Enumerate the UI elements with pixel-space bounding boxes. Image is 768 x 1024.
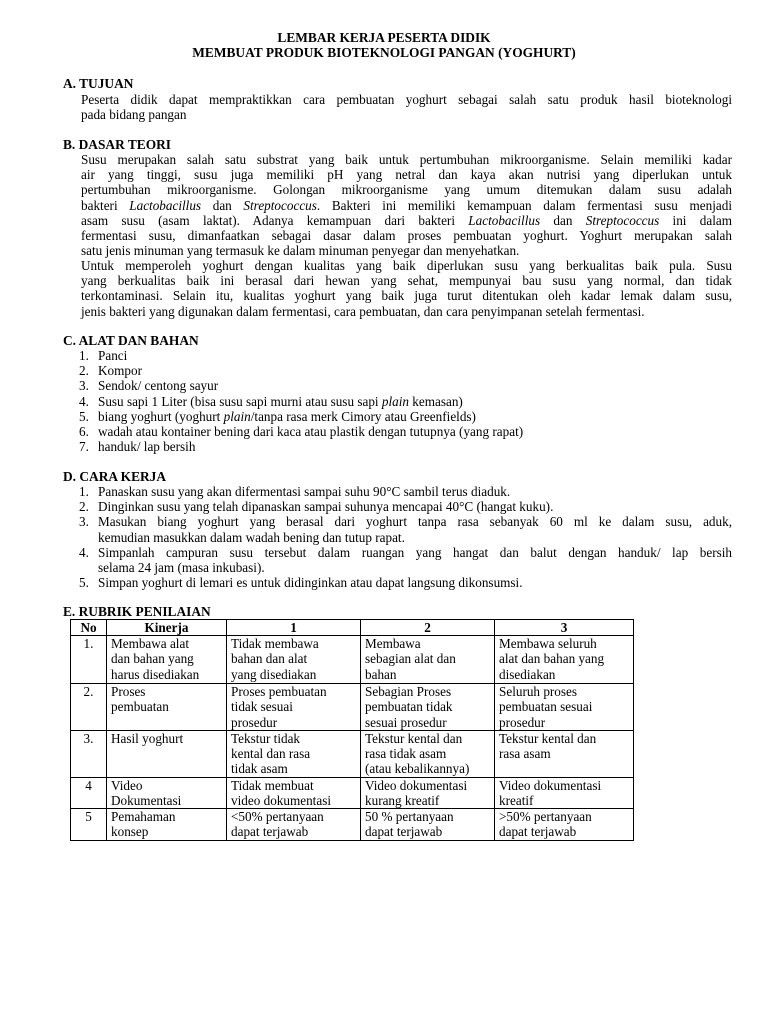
list-item — [79, 424, 732, 439]
cell-kinerja — [107, 730, 227, 777]
italic-term: Lactobacillus — [468, 212, 541, 228]
cell-score-1 — [227, 636, 361, 684]
italic-term: plain — [223, 408, 251, 424]
section-heading-alat-bahan: C. ALAT DAN BAHAN — [63, 333, 199, 348]
italic-term: Streptococcus — [243, 197, 317, 213]
text-line: Simpanlah campuran susu tersebut dalam ruangan yang hangat dan balut dengan handuk/ lap bersih — [98, 544, 732, 560]
cell-line: sesuai prosedur — [365, 714, 447, 730]
list-item-text: Kompor — [98, 363, 142, 379]
list-item — [79, 394, 732, 409]
text-run: dan — [201, 197, 244, 213]
text-run: biang yoghurt (yoghurt — [98, 408, 224, 424]
cell-line: Tekstur kental dan — [499, 730, 597, 746]
cell-no: 5 — [71, 809, 107, 840]
cell-line: kental dan rasa — [231, 746, 311, 762]
cell-kinerja — [107, 636, 227, 684]
list-item — [79, 514, 732, 544]
list-number: 5. — [79, 575, 89, 591]
text-line: jenis bakteri yang digunakan dalam fermentasi, cara pembuatan, dan cara penyimpanan setelah fermentasi. — [81, 303, 645, 319]
list-item-text — [98, 545, 732, 575]
list-number: 7. — [79, 439, 89, 455]
list-item-text — [98, 499, 732, 514]
italic-term: plain — [381, 393, 409, 409]
text-run: . Bakteri ini memiliki kemampuan dalam fermentasi susu menjadi — [316, 197, 732, 213]
list-number: 6. — [79, 424, 89, 440]
list-number: 2. — [79, 363, 89, 379]
list-item — [79, 484, 732, 499]
list-item-text — [98, 409, 476, 424]
cell-line: Pemahaman — [111, 809, 176, 825]
text-line: Masukan biang yoghurt yang berasal dari yoghurt tanpa rasa sebanyak 60 ml ke dalam susu, aduk, — [98, 514, 732, 530]
list-item — [79, 409, 732, 424]
cell-line: (atau kebalikannya) — [365, 761, 470, 777]
italic-term: Streptococcus — [585, 212, 660, 228]
cell-line: Hasil yoghurt — [111, 730, 184, 746]
cell-line: Video — [111, 777, 143, 793]
cell-line: harus disediakan — [111, 666, 200, 682]
text-run: /tanpa rasa merk Cimory atau Greenfields) — [250, 408, 476, 424]
list-item — [79, 439, 732, 454]
cell-score-3 — [495, 636, 634, 684]
text-line: terkontaminasi. Selain itu, kualitas yoghurt yang baik juga turut ditentukan oleh kadar lemak dalam susu, — [81, 288, 732, 304]
cell-line: bahan dan alat — [231, 651, 308, 667]
cell-line: Tekstur tidak — [231, 730, 301, 746]
cell-score-3 — [495, 809, 634, 840]
column-header-score-3: 3 — [495, 620, 634, 636]
cell-line: Video dokumentasi — [365, 777, 468, 793]
cell-line: alat dan bahan yang — [499, 651, 605, 667]
list-item-text — [98, 484, 732, 499]
list-number: 3. — [79, 514, 89, 530]
cell-no: 3. — [71, 730, 107, 777]
section-heading-rubrik: E. RUBRIK PENILAIAN — [63, 604, 211, 619]
text-line: kemudian masukkan dalam wadah bening dan tutup rapat. — [98, 529, 405, 545]
list-item — [79, 545, 732, 575]
table-header-row — [71, 620, 634, 636]
cell-line: Tidak membawa — [231, 636, 319, 652]
table-row — [71, 684, 634, 731]
cell-line: tidak asam — [231, 761, 288, 777]
list-number: 4. — [79, 544, 89, 560]
text-line: air yang tinggi, susu juga memiliki pH yang netral dan kaya akan nutrisi yang diperlukan untuk — [81, 167, 732, 183]
cell-line: sebagian alat dan — [365, 651, 456, 667]
section-heading-tujuan: A. TUJUAN — [63, 76, 134, 91]
text-line: Peserta didik dapat mempraktikkan cara pembuatan yoghurt sebagai salah satu produk hasil bioteknologi — [81, 92, 732, 107]
list-item-text — [98, 514, 732, 544]
cell-score-1 — [227, 777, 361, 808]
cell-line: Proses pembuatan — [231, 684, 327, 700]
cell-line: Tekstur kental dan — [365, 730, 463, 746]
dasar-teori-paragraph-1 — [81, 152, 732, 258]
cell-line: disediakan — [499, 666, 556, 682]
cell-line: yang disediakan — [231, 666, 317, 682]
tujuan-text — [81, 92, 732, 122]
text-line: Susu merupakan salah satu substrat yang baik untuk pertumbuhan mikroorganisme. Selain memiliki kadar — [81, 152, 732, 167]
cell-score-2 — [361, 730, 495, 777]
text-run: dan — [540, 212, 586, 228]
cell-score-1 — [227, 730, 361, 777]
text-line: pada bidang pangan — [81, 107, 187, 123]
text-line: fermentasi susu, dimanfaatkan sebagai dasar dalam proses pembuatan yoghurt. Yoghurt merupakan salah — [81, 228, 732, 244]
list-number: 2. — [79, 499, 89, 515]
list-item-text: handuk/ lap bersih — [98, 439, 196, 455]
list-item — [79, 575, 732, 590]
section-heading-cara-kerja: D. CARA KERJA — [63, 469, 167, 484]
list-item-text — [98, 394, 463, 409]
cell-kinerja — [107, 777, 227, 808]
text-line: Dinginkan susu yang telah dipanaskan sampai suhunya mencapai 40°C (hangat kuku). — [98, 499, 554, 515]
cell-no: 4 — [71, 777, 107, 808]
cell-line: 50 % pertanyaan — [365, 809, 454, 825]
cell-line: pembuatan tidak — [365, 699, 453, 715]
cell-line: Sebagian Proses — [365, 684, 452, 700]
worksheet-subtitle: MEMBUAT PRODUK BIOTEKNOLOGI PANGAN (YOGHURT) — [192, 45, 576, 60]
cell-line: kurang kreatif — [365, 793, 440, 809]
column-header-no: No — [71, 620, 107, 636]
alat-bahan-list — [79, 348, 732, 454]
text-run: ini dalam — [659, 212, 732, 228]
cell-score-3 — [495, 777, 634, 808]
text-line: yang berkualitas baik ini berasal dari hewan yang sehat, mempunyai bau susu yang normal, dan tidak — [81, 273, 732, 289]
column-header-score-1: 1 — [227, 620, 361, 636]
cell-score-2 — [361, 636, 495, 684]
cell-line: <50% pertanyaan — [231, 809, 324, 825]
text-run: kemasan) — [408, 393, 463, 409]
list-number: 1. — [79, 484, 89, 499]
text-run: Susu sapi 1 Liter (bisa susu sapi murni atau susu sapi — [98, 393, 382, 409]
cell-line: Membawa alat — [111, 636, 189, 652]
cell-no: 1. — [71, 636, 107, 684]
cell-line: dapat terjawab — [499, 824, 577, 840]
cell-line: Tidak membuat — [231, 777, 314, 793]
text-line: pertumbuhan mikroorganisme. Golongan mikroorganisme yang umum ditemukan dalam susu adalah — [81, 182, 732, 198]
text-line — [81, 198, 732, 213]
table-row — [71, 636, 634, 684]
cell-line: rasa tidak asam — [365, 746, 447, 762]
cell-score-2 — [361, 809, 495, 840]
table-row — [71, 730, 634, 777]
text-line: Panaskan susu yang akan difermentasi sampai suhu 90°C sambil terus diaduk. — [98, 484, 511, 499]
cell-line: bahan — [365, 666, 397, 682]
cell-line: pembuatan — [111, 699, 169, 715]
cell-score-2 — [361, 684, 495, 731]
list-item-text — [98, 575, 732, 590]
cell-line: kreatif — [499, 793, 534, 809]
cell-score-3 — [495, 730, 634, 777]
cell-line: dapat terjawab — [231, 824, 309, 840]
dasar-teori-paragraph-2 — [81, 258, 732, 319]
list-item — [79, 363, 732, 378]
section-heading-dasar-teori: B. DASAR TEORI — [63, 137, 172, 152]
table-row — [71, 809, 634, 840]
text-line — [81, 213, 732, 228]
cell-line: rasa asam — [499, 746, 551, 762]
text-line: Untuk memperoleh yoghurt dengan kualitas yang baik diperlukan susu yang berkualitas baik pula. Susu — [81, 258, 732, 273]
list-item-text: Panci — [98, 348, 128, 363]
cell-line: video dokumentasi — [231, 793, 331, 809]
cell-score-1 — [227, 684, 361, 731]
list-item-text: wadah atau kontainer bening dari kaca atau plastik dengan tutupnya (yang rapat) — [98, 424, 524, 440]
column-header-kinerja: Kinerja — [107, 620, 227, 636]
cell-line: Dokumentasi — [111, 793, 182, 809]
cell-line: pembuatan sesuai — [499, 699, 593, 715]
cara-kerja-list — [79, 484, 732, 590]
cell-score-1 — [227, 809, 361, 840]
cell-line: >50% pertanyaan — [499, 809, 592, 825]
italic-term: Lactobacillus — [129, 197, 202, 213]
cell-line: prosedur — [231, 714, 278, 730]
list-item — [79, 378, 732, 393]
cell-line: dapat terjawab — [365, 824, 443, 840]
cell-score-2 — [361, 777, 495, 808]
list-number: 3. — [79, 378, 89, 394]
list-item-text: Sendok/ centong sayur — [98, 378, 219, 394]
text-run: asam susu (asam laktat). Adanya kemampuan dari bakteri — [81, 212, 469, 228]
text-line: selama 24 jam (masa inkubasi). — [98, 560, 265, 576]
cell-no: 2. — [71, 684, 107, 731]
cell-line: Video dokumentasi — [499, 777, 602, 793]
text-run: bakteri — [81, 197, 130, 213]
column-header-score-2: 2 — [361, 620, 495, 636]
rubric-table-body — [71, 636, 634, 840]
cell-line: Membawa seluruh — [499, 636, 597, 652]
list-item — [79, 499, 732, 514]
cell-kinerja — [107, 809, 227, 840]
list-number: 1. — [79, 348, 89, 363]
cell-line: Proses — [111, 684, 146, 700]
rubric-table — [70, 619, 634, 841]
cell-line: Membawa — [365, 636, 421, 652]
cell-line: konsep — [111, 824, 149, 840]
list-number: 4. — [79, 393, 89, 409]
text-line: Simpan yoghurt di lemari es untuk didinginkan atau dapat langsung dikonsumsi. — [98, 575, 523, 591]
cell-line: tidak sesuai — [231, 699, 293, 715]
list-number: 5. — [79, 408, 89, 424]
cell-line: prosedur — [499, 714, 546, 730]
worksheet-title: LEMBAR KERJA PESERTA DIDIK — [277, 30, 491, 45]
text-line: satu jenis minuman yang termasuk ke dalam minuman penyegar dan menyehatkan. — [81, 243, 520, 259]
list-item — [79, 348, 732, 363]
cell-kinerja — [107, 684, 227, 731]
cell-line: dan bahan yang — [111, 651, 194, 667]
cell-line: Seluruh proses — [499, 684, 578, 700]
cell-score-3 — [495, 684, 634, 731]
table-row — [71, 777, 634, 808]
